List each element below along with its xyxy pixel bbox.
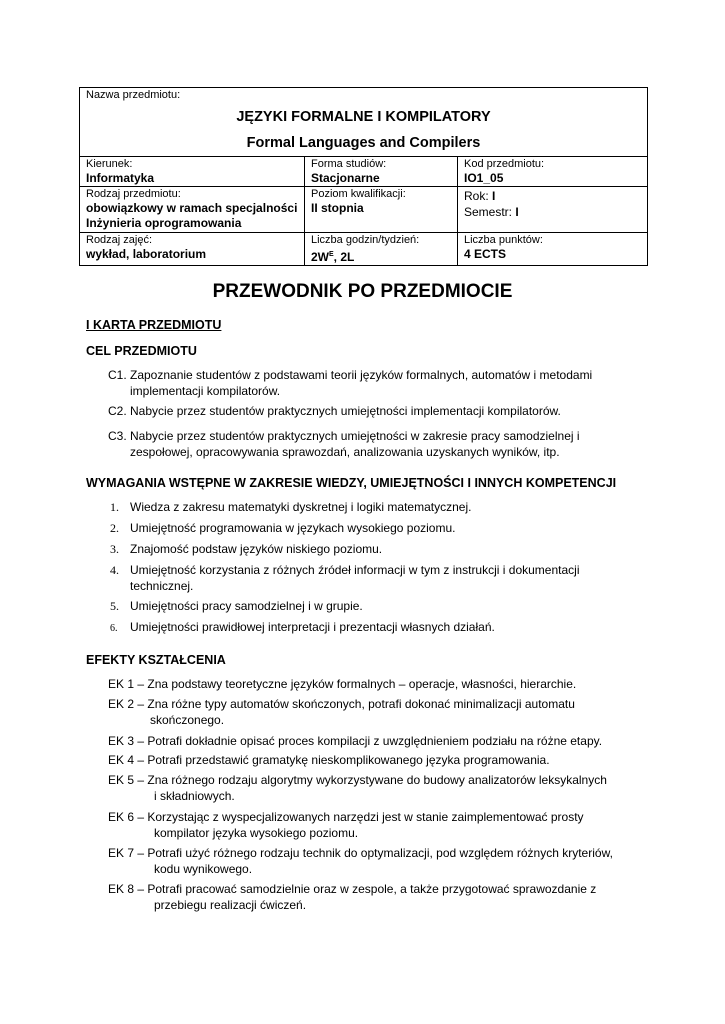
rodzaj-value-1: obowiązkowy w ramach specjalności [86, 201, 298, 215]
kod-value: IO1_05 [464, 171, 504, 185]
efekty-item-1-line1: EK 1 – Zna podstawy teoretyczne języków formalnych – operacje, własności, hierarchie. [108, 677, 577, 691]
zajec-label: Rodzaj zajęć: [86, 234, 153, 246]
kierunek-label: Kierunek: [86, 158, 133, 170]
wymagania-num-6: 6. [110, 623, 118, 634]
wymagania-text-3: Znajomość podstaw języków niskiego poziomu. [130, 542, 383, 556]
wymagania-num-4: 4. [110, 563, 119, 577]
efekty-item-8-line2: przebiegu realizacji ćwiczeń. [154, 898, 307, 912]
efekty-item-1 [108, 676, 576, 692]
wymagania-text-4-line2: technicznej. [130, 579, 194, 593]
efekty-item-5-line1: EK 5 – Zna różnego rodzaju algorytmy wykorzystywane do budowy analizatorów leksykalnych [108, 773, 607, 787]
efekty-item-3 [108, 733, 602, 749]
efekty-item-2 [108, 696, 575, 728]
kod-label: Kod przedmiotu: [464, 158, 545, 170]
efekty-item-6-line2: kompilator języka wysokiego poziomu. [154, 826, 359, 840]
punkty-cell [458, 233, 648, 266]
wymagania-num-2: 2. [110, 521, 119, 535]
efekty-item-4 [108, 752, 550, 768]
cel-item-3 [108, 428, 640, 460]
course-title-en: Formal Languages and Compilers [246, 135, 481, 151]
cel-item-1-line1: C1. Zapoznanie studentów z podstawami teorii języków formalnych, automatów i metodami [108, 368, 593, 382]
wymagania-text-1: Wiedza z zakresu matematyki dyskretnej i logiki matematycznej. [130, 500, 472, 514]
efekty-item-7 [108, 845, 613, 877]
kierunek-cell [80, 157, 305, 187]
wymagania-text-2: Umiejętność programowania w językach wysokiego poziomu. [130, 521, 456, 535]
course-name-cell [80, 88, 648, 157]
efekty-item-6-line1: EK 6 – Korzystając z wyspecjalizowanych narzędzi jest w stanie zaimplementować prosty [108, 810, 584, 824]
forma-label: Forma studiów: [311, 158, 387, 170]
cel-item-1-line2: implementacji kompilatorów. [130, 384, 281, 398]
efekty-item-7-line1: EK 7 – Potrafi użyć różnego rodzaju technik do optymalizacji, pod względem różnych kryteriów, [108, 846, 613, 860]
godzin-cell [305, 233, 458, 266]
punkty-value: 4 ECTS [464, 247, 507, 261]
efekty-item-5 [108, 772, 607, 804]
efekty-item-2-line1: EK 2 – Zna różne typy automatów skończonych, potrafi dokonać minimalizacji automatu [108, 697, 575, 711]
kierunek-value: Informatyka [86, 171, 155, 185]
wymagania-text-5: Umiejętności pracy samodzielnej i w grupie. [130, 599, 363, 613]
rok-value: I [492, 189, 496, 203]
rok-label: Rok: [464, 189, 493, 203]
efekty-item-6 [108, 809, 584, 841]
semestr-label: Semestr: [464, 205, 516, 219]
wymagania-text-4: Umiejętność korzystania z różnych źródeł informacji w tym z instrukcji i dokumentacji [130, 563, 580, 577]
zajec-value: wykład, laboratorium [86, 247, 207, 261]
wymagania-num-5: 5. [110, 599, 119, 613]
rodzaj-label: Rodzaj przedmiotu: [86, 188, 181, 200]
semestr-value: I [515, 205, 519, 219]
cel-item-2-line1: C2. Nabycie przez studentów praktycznych umiejętności implementacji kompilatorów. [108, 404, 561, 418]
wymagania-item-3 [110, 541, 382, 557]
godzin-value-a: 2W [311, 250, 329, 264]
semestr-line [464, 204, 641, 220]
godzin-value-sup: E [329, 251, 334, 258]
section-efekty-heading: EFEKTY KSZTAŁCENIA [86, 653, 226, 667]
efekty-item-7-line2: kodu wynikowego. [154, 862, 253, 876]
section-karta-heading: I KARTA PRZEDMIOTU [86, 318, 222, 332]
wymagania-text-6: Umiejętności prawidłowej interpretacji i prezentacji własnych działań. [130, 620, 495, 634]
document-title: PRZEWODNIK PO PRZEDMIOCIE [212, 281, 513, 302]
wymagania-item-1 [110, 499, 471, 515]
wymagania-item-2 [110, 520, 455, 536]
rodzaj-value-2: Inżynieria oprogramowania [86, 216, 242, 230]
subject-label: Nazwa przedmiotu: [86, 89, 181, 101]
section-cel-heading: CEL PRZEDMIOTU [86, 344, 197, 358]
efekty-item-4-line1: EK 4 – Potrafi przedstawić gramatykę nieskomplikowanego języka programowania. [108, 753, 550, 767]
zajec-cell [80, 233, 305, 266]
efekty-item-5-line2: i składniowych. [154, 789, 235, 803]
efekty-item-3-line1: EK 3 – Potrafi dokładnie opisać proces kompilacji z uwzględnieniem podziału na różne etapy. [108, 734, 603, 748]
godzin-label: Liczba godzin/tydzień: [311, 234, 420, 246]
wymagania-item-5 [110, 598, 363, 614]
efekty-item-8 [108, 881, 596, 913]
efekty-item-8-line1: EK 8 – Potrafi pracować samodzielnie oraz w zespole, a także przygotować sprawozdanie z [108, 882, 597, 896]
wymagania-num-3: 3. [110, 542, 119, 556]
cel-item-2 [108, 403, 561, 419]
rok-line [464, 188, 641, 204]
forma-value: Stacjonarne [311, 171, 380, 185]
efekty-item-2-line2: skończonego. [150, 713, 225, 727]
wymagania-item-6 [110, 619, 495, 637]
poziom-cell [305, 187, 458, 233]
section-wymagania-heading: WYMAGANIA WSTĘPNE W ZAKRESIE WIEDZY, UMIEJĘTNOŚCI I INNYCH KOMPETENCJI [86, 476, 617, 490]
course-info-table [79, 87, 648, 266]
kod-cell [458, 157, 648, 187]
cel-item-3-line2: zespołowej, opracowywania sprawozdań, analizowania uzyskanych wyników, itp. [130, 445, 560, 459]
cel-item-1 [108, 367, 592, 399]
wymagania-item-4 [110, 562, 579, 594]
rok-semestr-cell [458, 187, 648, 233]
rodzaj-cell [80, 187, 305, 233]
godzin-value [311, 247, 451, 265]
poziom-label: Poziom kwalifikacji: [311, 188, 406, 200]
wymagania-num-1: 1. [110, 500, 119, 514]
poziom-value: II stopnia [311, 201, 364, 215]
godzin-value-b: , 2L [333, 250, 355, 264]
forma-cell [305, 157, 458, 187]
punkty-label: Liczba punktów: [464, 234, 543, 246]
course-title-pl: JĘZYKI FORMALNE I KOMPILATORY [236, 109, 491, 125]
cel-item-3-line1: C3. Nabycie przez studentów praktycznych umiejętności w zakresie pracy samodzielnej i [108, 429, 580, 443]
